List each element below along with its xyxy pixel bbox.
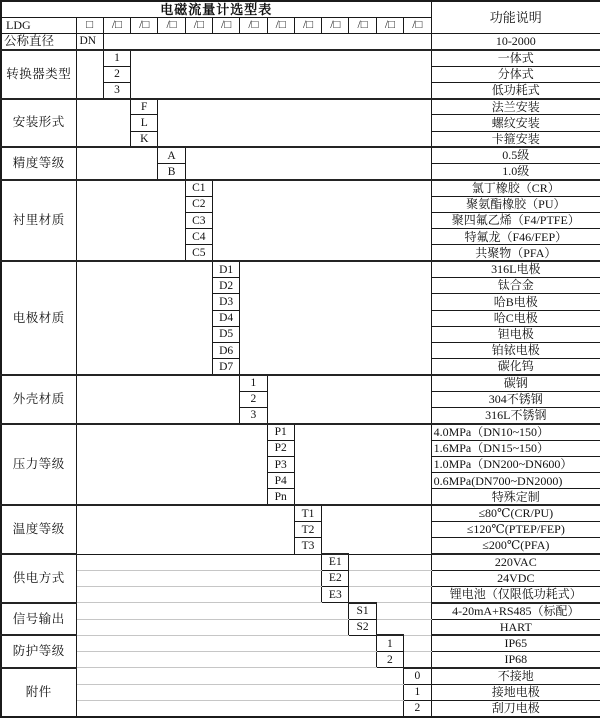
option-description: 316L不锈钢 — [431, 408, 600, 424]
group-label: 安装形式 — [1, 99, 76, 148]
model-prefix: LDG — [1, 17, 76, 33]
spacer-cell — [76, 424, 267, 505]
model-code-slot: /□ — [404, 17, 432, 33]
spacer-cell — [76, 505, 294, 554]
spacer-cell — [76, 570, 322, 586]
model-code-slot: /□ — [212, 17, 239, 33]
option-description: 锂电池（仅限低功耗式） — [431, 587, 600, 603]
option-description: HART — [431, 619, 600, 635]
option-code: K — [131, 131, 158, 147]
spacer-cell — [212, 180, 431, 261]
option-description: 分体式 — [431, 66, 600, 82]
option-code: D7 — [212, 359, 239, 375]
option-code: D3 — [212, 294, 239, 310]
option-row — [1, 635, 600, 651]
spacer-cell — [404, 652, 432, 668]
option-code: C2 — [185, 196, 212, 212]
spacer-cell — [76, 147, 158, 180]
model-code-slot: /□ — [376, 17, 403, 33]
option-row — [1, 424, 600, 440]
option-code: 2 — [376, 652, 403, 668]
function-column-header: 功能说明 — [431, 1, 600, 34]
option-code: 0 — [404, 668, 432, 684]
option-code: E3 — [322, 587, 349, 603]
spacer-cell — [76, 554, 322, 570]
group-label: 衬里材质 — [1, 180, 76, 261]
option-code: 1 — [103, 50, 130, 66]
option-row — [1, 570, 600, 586]
group-label: 公称直径 — [1, 34, 76, 50]
spacer-cell — [76, 668, 404, 684]
option-description: 碳化钨 — [431, 359, 600, 375]
option-code: T3 — [294, 538, 321, 554]
option-description: 特氟龙（F46/FEP） — [431, 229, 600, 245]
option-description: 0.5级 — [431, 147, 600, 163]
option-code: 1 — [376, 635, 403, 651]
option-code: 1 — [404, 684, 432, 700]
spacer-cell — [76, 700, 404, 716]
option-description: 4-20mA+RS485（标配） — [431, 603, 600, 619]
option-code: F — [131, 99, 158, 115]
option-code: D4 — [212, 310, 239, 326]
option-row — [1, 652, 600, 668]
option-description: 刮刀电极 — [431, 700, 600, 716]
option-description: 304不锈钢 — [431, 391, 600, 407]
option-code: E2 — [322, 570, 349, 586]
spacer-cell — [76, 261, 212, 375]
option-description: 一体式 — [431, 50, 600, 66]
option-description: 特殊定制 — [431, 489, 600, 505]
option-row — [1, 619, 600, 635]
group-label: 电极材质 — [1, 261, 76, 375]
option-description: IP65 — [431, 635, 600, 651]
group-label: 防护等级 — [1, 635, 76, 668]
option-code: DN — [76, 34, 103, 50]
option-code: T2 — [294, 522, 321, 538]
option-row — [1, 668, 600, 684]
option-row — [1, 684, 600, 700]
option-code: B — [158, 164, 185, 180]
model-code-slot: /□ — [131, 17, 158, 33]
option-description: 1.0MPa（DN200~DN600） — [431, 456, 600, 472]
option-description: 0.6MPa(DN700~DN2000) — [431, 473, 600, 489]
model-code-slot: /□ — [322, 17, 349, 33]
option-code: C3 — [185, 212, 212, 228]
group-label: 供电方式 — [1, 554, 76, 603]
spacer-cell — [76, 619, 349, 635]
option-code: P4 — [267, 473, 294, 489]
spacer-cell — [404, 635, 432, 651]
group-label: 附件 — [1, 668, 76, 717]
option-row — [1, 587, 600, 603]
spacer-cell — [376, 603, 431, 619]
option-row — [1, 505, 600, 521]
option-code: D5 — [212, 326, 239, 342]
option-description: 316L电极 — [431, 261, 600, 277]
option-description: 聚氨酯橡胶（PU） — [431, 196, 600, 212]
option-row — [1, 34, 600, 50]
option-code: A — [158, 147, 185, 163]
option-description: 接地电极 — [431, 684, 600, 700]
option-row — [1, 180, 600, 196]
option-code: 1 — [240, 375, 267, 391]
spacer-cell — [76, 50, 103, 99]
model-code-slot: /□ — [240, 17, 267, 33]
header-row — [1, 1, 600, 17]
option-code: 3 — [103, 82, 130, 98]
spacer-cell — [76, 603, 349, 619]
group-label: 精度等级 — [1, 147, 76, 180]
option-code: D2 — [212, 278, 239, 294]
option-row — [1, 147, 600, 163]
option-description: 1.0级 — [431, 164, 600, 180]
option-description: 碳钢 — [431, 375, 600, 391]
option-code: C1 — [185, 180, 212, 196]
option-description: IP68 — [431, 652, 600, 668]
option-code: Pn — [267, 489, 294, 505]
spacer-cell — [76, 99, 131, 148]
spacer-cell — [76, 375, 240, 424]
option-description: 氯丁橡胶（CR） — [431, 180, 600, 196]
option-code: P3 — [267, 456, 294, 472]
spacer-cell — [349, 587, 431, 603]
option-code: T1 — [294, 505, 321, 521]
option-row — [1, 603, 600, 619]
table-title: 电磁流量计选型表 — [1, 1, 431, 17]
option-row — [1, 554, 600, 570]
option-description: 铂铱电极 — [431, 343, 600, 359]
spacer-cell — [76, 652, 376, 668]
model-code-slot: /□ — [349, 17, 376, 33]
option-code: 3 — [240, 408, 267, 424]
option-description: ≤200℃(PFA) — [431, 538, 600, 554]
option-row — [1, 50, 600, 66]
spacer-cell — [131, 50, 431, 99]
model-code-slot: /□ — [294, 17, 321, 33]
option-row — [1, 99, 600, 115]
option-code: P2 — [267, 440, 294, 456]
model-code-slot: /□ — [267, 17, 294, 33]
option-description: 哈B电极 — [431, 294, 600, 310]
option-code: 2 — [103, 66, 130, 82]
spacer-cell — [349, 554, 431, 570]
option-code: 2 — [240, 391, 267, 407]
option-description: ≤80℃(CR/PU) — [431, 505, 600, 521]
option-code: S2 — [349, 619, 376, 635]
option-description: 共聚物（PFA） — [431, 245, 600, 261]
option-description: 钽电极 — [431, 326, 600, 342]
option-description: 4.0MPa（DN10~150） — [431, 424, 600, 440]
spacer-cell — [103, 34, 431, 50]
option-description: 220VAC — [431, 554, 600, 570]
option-code: L — [131, 115, 158, 131]
option-description: 聚四氟乙烯（F4/PTFE） — [431, 212, 600, 228]
model-code-box: □ — [76, 17, 103, 33]
spacer-cell — [376, 619, 431, 635]
spacer-cell — [267, 375, 431, 424]
spacer-cell — [158, 99, 431, 148]
group-label: 转换器类型 — [1, 50, 76, 99]
option-description: 24VDC — [431, 570, 600, 586]
spacer-cell — [76, 587, 322, 603]
spacer-cell — [240, 261, 431, 375]
option-description: 不接地 — [431, 668, 600, 684]
group-label: 压力等级 — [1, 424, 76, 505]
spacer-cell — [76, 635, 376, 651]
model-code-slot: /□ — [185, 17, 212, 33]
group-label: 温度等级 — [1, 505, 76, 554]
spacer-cell — [76, 180, 185, 261]
spacer-cell — [294, 424, 431, 505]
spacer-cell — [322, 505, 431, 554]
model-code-slot: /□ — [158, 17, 185, 33]
option-row — [1, 375, 600, 391]
option-row — [1, 261, 600, 277]
option-description: 1.6MPa（DN15~150） — [431, 440, 600, 456]
option-description: 卡箍安装 — [431, 131, 600, 147]
option-code: C5 — [185, 245, 212, 261]
option-description: 法兰安装 — [431, 99, 600, 115]
option-description: 低功耗式 — [431, 82, 600, 98]
option-code: 2 — [404, 700, 432, 716]
option-description: 10-2000 — [431, 34, 600, 50]
option-row — [1, 700, 600, 716]
option-code: D1 — [212, 261, 239, 277]
option-description: ≤120℃(PTEP/FEP) — [431, 522, 600, 538]
option-code: D6 — [212, 343, 239, 359]
option-description: 螺纹安装 — [431, 115, 600, 131]
spacer-cell — [349, 570, 431, 586]
option-code: E1 — [322, 554, 349, 570]
option-code: C4 — [185, 229, 212, 245]
spacer-cell — [76, 684, 404, 700]
option-description: 钛合金 — [431, 278, 600, 294]
option-description: 哈C电极 — [431, 310, 600, 326]
option-code: P1 — [267, 424, 294, 440]
group-label: 信号输出 — [1, 603, 76, 636]
spacer-cell — [185, 147, 431, 180]
model-code-slot: /□ — [103, 17, 130, 33]
option-code: S1 — [349, 603, 376, 619]
selection-table-body — [1, 1, 600, 717]
group-label: 外壳材质 — [1, 375, 76, 424]
